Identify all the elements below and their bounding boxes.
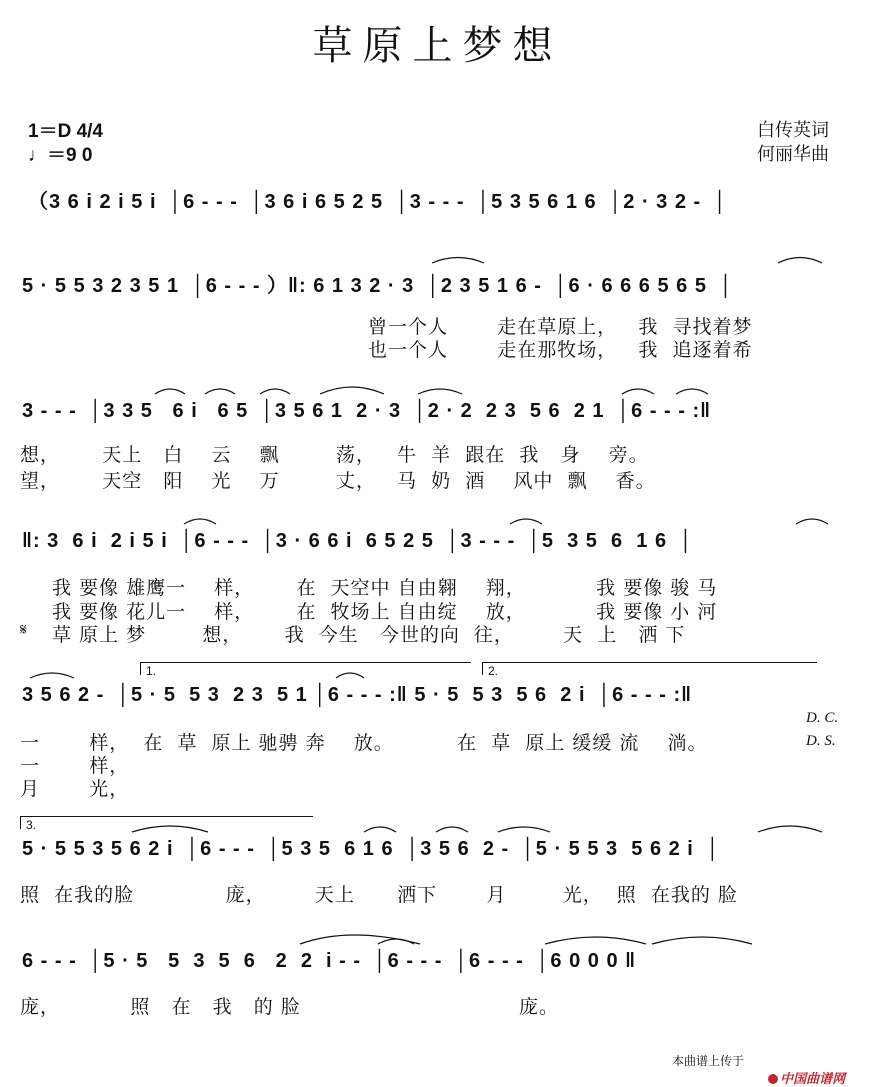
tempo-marking: ♩＝9 0 [28, 145, 93, 166]
score-line-4: ‖: 3 6 i 2 i 5 i │6 - - - │3 · 6 6 i 6 5 2 5 │3 - - - │5 3 5 6 1 6 │ [22, 530, 694, 552]
slur [436, 827, 468, 832]
page-title: 草原上梦想 [312, 23, 563, 69]
slur [676, 389, 708, 394]
slur [758, 826, 822, 832]
dal-segno-mark: D. S. [806, 733, 836, 749]
volta-number-3: 3. [26, 818, 37, 832]
slur [545, 937, 646, 944]
slur [796, 519, 828, 524]
slur [184, 519, 216, 524]
lyric-line-5-verse-2: 一 样， [20, 755, 130, 777]
slur [336, 673, 364, 678]
site-logo-icon [768, 1074, 778, 1084]
slur [320, 387, 384, 394]
slur [30, 673, 74, 678]
lyric-line-4-verse-3: 草 原上 梦 想， 我 今生 今世的向 往， 天 上 洒 下 [52, 624, 686, 646]
slur [155, 389, 185, 394]
slur [260, 389, 290, 394]
slur [378, 939, 414, 944]
site-name: 中国曲谱网 [780, 1072, 846, 1087]
lyric-line-4-verse-2: 我 要像 花儿一 样， 在 牧场上 自由绽 放， 我 要像 小 河 [52, 601, 718, 623]
slur [622, 389, 654, 394]
footer-upload-text: 本曲谱上传于 [672, 1054, 745, 1068]
slur [652, 937, 752, 944]
score-line-6: 5 · 5 5 3 5 6 2 i │6 - - - │5 3 5 6 1 6 │3 5 6 2 - │5 · 5 5 3 5 6 2 i │ [22, 838, 721, 860]
volta-number-2: 2. [488, 664, 499, 678]
lyric-line-3-verse-1: 想， 天上 白 云 飘 荡， 牛 羊 跟在 我 身 旁。 [20, 444, 649, 466]
site-logo[interactable] [758, 1049, 845, 1087]
slur [498, 827, 550, 832]
lyric-line-5-verse-1: 一 样， 在 草 原上 驰骋 奔 放。 在 草 原上 缓缓 流 淌。 [20, 732, 708, 754]
slur [510, 519, 542, 524]
slur [132, 826, 208, 832]
score-line-7: 6 - - - │5 · 5 5 3 5 6 2 2 i - - │6 - - - │6 - - - │6 0 0 0 ‖ [22, 950, 637, 972]
lyric-line-5-verse-3: 月 光， [20, 778, 130, 800]
slur [778, 258, 822, 264]
lyric-line-6: 照 在我的脸 庞， 天上 洒下 月 光， 照 在我的 脸 [20, 884, 738, 906]
slur [418, 389, 462, 394]
slur [364, 827, 396, 832]
lyric-line-7: 庞， 照 在 我 的 脸 庞。 [20, 996, 560, 1018]
lyricist-credit: 白传英词 [757, 120, 829, 141]
score-line-2: 5 · 5 5 3 2 3 5 1 │6 - - - ）‖: 6 1 3 2 · 3 │2 3 5 1 6 - │6 · 6 6 6 5 6 5 │ [22, 275, 734, 297]
lyric-line-2-verse-2: 也一个人 走在那牧场， 我 追逐着希 [368, 339, 753, 361]
slur [205, 389, 235, 394]
key-signature: 1＝D 4/4 [28, 121, 103, 142]
slur [432, 258, 484, 264]
score-line-1: （3 6 i 2 i 5 i │6 - - - │3 6 i 6 5 2 5 │3 - - - │5 3 5 6 1 6 │2 · 3 2 - │ [28, 191, 728, 213]
lyric-line-2-verse-1: 曾一个人 走在草原上， 我 寻找着梦 [368, 316, 753, 338]
segno-sign: 𝄋 [20, 620, 27, 639]
volta-number-1: 1. [146, 664, 157, 678]
score-line-5: 3 5 6 2 - │5 · 5 5 3 2 3 5 1 │6 - - - :‖ 5 · 5 5 3 5 6 2 i │6 - - - :‖ [22, 684, 693, 706]
lyric-line-3-verse-2: 望， 天空 阳 光 万 丈， 马 奶 酒 风中 飘 香。 [20, 470, 656, 492]
score-line-3: 3 - - - │3 3 5 6 i 6 5 │3 5 6 1 2 · 3 │2 · 2 2 3 5 6 2 1 │6 - - - :‖ [22, 400, 712, 422]
composer-credit: 何丽华曲 [757, 144, 829, 165]
lyric-line-4-verse-1: 我 要像 雄鹰一 样， 在 天空中 自由翱 翔， 我 要像 骏 马 [52, 577, 718, 599]
da-capo-mark: D. C. [806, 710, 839, 726]
